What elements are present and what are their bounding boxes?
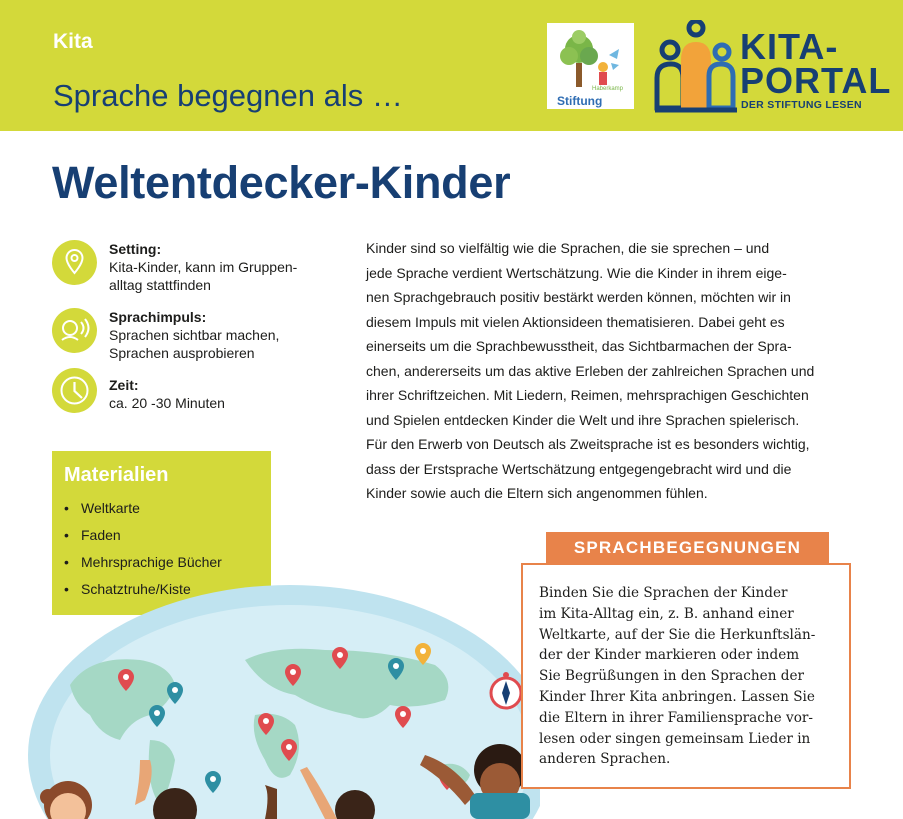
sb-line: Weltkarte, auf der Sie die Herkunftslän- [539,626,816,643]
list-item: • Mehrsprachige Bücher [64,554,222,570]
world-map-illustration [0,565,540,819]
sprachimpuls-value-line: Sprachen ausprobieren [109,345,255,361]
intro-line: ihrer Schriftzeichen. Mit Liedern, Reimen, mehrsprachigen Geschichten [366,387,809,403]
setting-info [109,240,297,294]
sb-line: im Kita-Alltag ein, z. B. anhand einer [539,605,794,622]
intro-line: Kinder sowie auch die Eltern sich angenommen fühlen. [366,485,708,501]
sprachimpuls-info [109,308,279,362]
clock-icon [52,368,97,413]
page-title: Weltentdecker-Kinder [52,157,511,208]
zeit-label: Zeit: [109,377,139,393]
sb-line: anderen Sprachen. [539,751,671,768]
sb-line: Kinder Ihrer Kita anbringen. Lassen Sie [539,688,815,705]
intro-line: Für den Erwerb von Deutsch als Zweitsprache ist es besonders wichtig, [366,436,810,452]
sprachbegegnungen-heading: SPRACHBEGEGNUNGEN [546,532,829,563]
portal-title: KITA- PORTAL [740,26,892,101]
intro-line: nen Sprachgebrauch positiv bestärkt werden können, möchten wir in [366,289,791,305]
partner-logo-smalltext: Haberkamp [592,86,624,92]
intro-line: diesem Impuls mit vielen Aktionsideen thematisieren. Dabei geht es [366,313,785,330]
materials-title: Materialien [64,464,169,486]
kita-portal-logo [653,20,892,120]
sprachbegegnungen-text [539,583,815,770]
list-item: • Schatztruhe/Kiste [64,581,191,597]
intro-line: jede Sprache verdient Wertschätzung. Wie die Kinder in ihrem eige- [366,264,787,281]
sb-line: Binden Sie die Sprachen der Kinder [539,585,788,601]
family-figures-icon [653,20,739,116]
series-subtitle: Sprache begegnen als … [53,78,403,113]
intro-line: Kinder sind so vielfältig wie die Sprachen, die sie sprechen – und [366,240,770,256]
intro-line: und Spielen entdecken Kinder die Welt und ihre Sprachen spielerisch. [366,411,800,428]
partner-logo-name: Stiftung [557,94,603,108]
sb-line: lesen oder singen gemeinsam Lieder in [539,730,811,747]
sprachimpuls-label: Sprachimpuls: [109,309,207,325]
partner-logo [547,23,634,109]
category-label: Kita [53,30,93,53]
intro-line: einerseits um die Sprachbewusstheit, das Sichtbarmachen der Spra- [366,338,792,354]
speech-icon [52,308,97,353]
intro-line: chen, andererseits um das aktive Erleben der zahlreichen Sprachen und [366,362,815,379]
header-banner [0,0,903,131]
setting-value-line: Kita-Kinder, kann im Gruppen- [109,259,298,275]
location-pin-icon [52,240,97,285]
sb-line: Sie Begrüßungen in den Sprachen der [539,668,805,685]
intro-line: dass der Erstsprache Wertschätzung entgegengebracht wird und die [366,460,792,477]
zeit-info [109,376,225,412]
zeit-value: ca. 20 -30 Minuten [109,395,225,411]
list-item: • Faden [64,527,121,543]
sprachimpuls-value-line: Sprachen sichtbar machen, [109,327,280,343]
portal-tagline: DER STIFTUNG LESEN [741,99,862,111]
intro-paragraph [366,236,866,506]
sb-line: die Eltern in ihrer Familiensprache vor- [539,709,813,726]
setting-value-line: alltag stattfinden [109,277,211,293]
setting-label: Setting: [109,241,162,257]
list-item: • Weltkarte [64,500,140,516]
sb-line: der der Kinder markieren oder indem [539,647,800,664]
